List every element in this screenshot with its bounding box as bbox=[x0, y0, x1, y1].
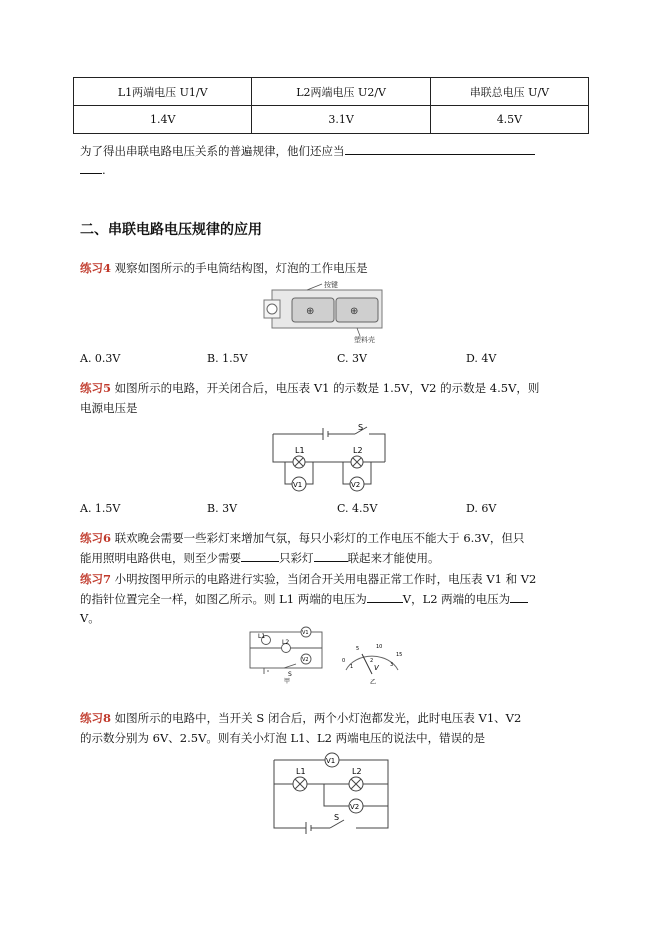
exercise-8-line2: 的示数分别为 6V、2.5V。则有关小灯泡 L1、L2 两端电压的说法中，错误的是 bbox=[80, 731, 486, 745]
exercise-text: 如图所示的电路中，当开关 S 闭合后，两个小灯泡都发光，此时电压表 V1、V2 bbox=[114, 711, 522, 725]
figure-label: 按键 bbox=[324, 281, 338, 289]
figure-label: L1 bbox=[296, 767, 306, 776]
table-header-cell: 串联总电压 U/V bbox=[430, 78, 588, 106]
figure-label: 甲 bbox=[284, 678, 291, 684]
table-header-row bbox=[74, 78, 589, 106]
circuit-figure-5 bbox=[265, 418, 395, 496]
option-c[interactable]: C. 3V bbox=[337, 352, 367, 365]
figure-label: 塑料壳 bbox=[354, 336, 375, 344]
table-row bbox=[74, 106, 589, 134]
svg-text:⊕: ⊕ bbox=[350, 306, 359, 317]
table-cell: 1.4V bbox=[74, 106, 252, 134]
dial-tick-label: 5 bbox=[356, 646, 360, 652]
figure-label: L1 bbox=[258, 633, 266, 640]
figure-label: V1 bbox=[293, 481, 303, 489]
dial-tick-label: 3 bbox=[390, 662, 394, 668]
figure-label: V2 bbox=[351, 481, 361, 489]
dial-tick-label: 10 bbox=[376, 644, 383, 650]
answer-blank[interactable] bbox=[241, 548, 279, 562]
circuit-figure-7a bbox=[244, 626, 330, 684]
exercise-text: 小明按图甲所示的电路进行实验，当闭合开关用电器正常工作时，电压表 V1 和 V2 bbox=[114, 572, 537, 586]
dial-tick-label: 1 bbox=[350, 664, 354, 670]
option-d[interactable]: D. 6V bbox=[466, 502, 497, 515]
exercise-text: 能用照明电路供电，则至少需要 bbox=[80, 551, 241, 565]
exercise-text: 只彩灯 bbox=[279, 551, 314, 565]
exercise-7-line3: V。 bbox=[80, 611, 100, 625]
figure-label: S bbox=[288, 671, 292, 678]
answer-blank[interactable] bbox=[510, 589, 528, 603]
figure-label: L1 bbox=[295, 446, 305, 455]
exercise-4 bbox=[80, 258, 368, 278]
exercise-label: 练习6 bbox=[80, 531, 112, 545]
answer-blank[interactable] bbox=[367, 589, 403, 603]
answer-blank[interactable] bbox=[345, 141, 535, 155]
voltage-table bbox=[73, 77, 589, 134]
figure-label: S bbox=[334, 813, 340, 822]
option-c[interactable]: C. 4.5V bbox=[337, 502, 378, 515]
option-a[interactable]: A. 0.3V bbox=[80, 352, 121, 365]
exercise-text: 如图所示的电路，开关闭合后，电压表 V1 的示数是 1.5V，V2 的示数是 4.5V，则 bbox=[114, 381, 540, 395]
circuit-figure-8 bbox=[268, 750, 394, 836]
intro-question-cont bbox=[80, 160, 106, 180]
exercise-6-line2 bbox=[80, 548, 440, 568]
section-title: 二、串联电路电压规律的应用 bbox=[80, 222, 262, 238]
intro-question bbox=[80, 141, 535, 161]
exercise-8 bbox=[80, 708, 521, 728]
figure-label: L2 bbox=[352, 767, 362, 776]
exercise-6 bbox=[80, 528, 524, 548]
answer-blank[interactable] bbox=[80, 160, 102, 174]
exercise-5-line2: 电源电压是 bbox=[80, 401, 138, 415]
table-header-cell: L2两端电压 U2/V bbox=[252, 78, 430, 106]
flashlight-figure bbox=[262, 278, 392, 344]
figure-label: V1 bbox=[302, 630, 309, 636]
exercise-text: 联起来才能使用。 bbox=[347, 551, 440, 565]
answer-blank[interactable] bbox=[314, 548, 348, 562]
dial-tick-label: 0 bbox=[342, 658, 346, 664]
figure-label: 乙 bbox=[370, 679, 377, 686]
svg-text:⊕: ⊕ bbox=[306, 306, 315, 317]
intro-question-end: . bbox=[102, 163, 106, 177]
exercise-text: 联欢晚会需要一些彩灯来增加气氛，每只小彩灯的工作电压不能大于 6.3V，但只 bbox=[114, 531, 525, 545]
option-b[interactable]: B. 3V bbox=[207, 502, 238, 515]
table-cell: 3.1V bbox=[252, 106, 430, 134]
table-cell: 4.5V bbox=[430, 106, 588, 134]
dial-tick-label: 2 bbox=[370, 658, 374, 664]
exercise-label: 练习7 bbox=[80, 572, 112, 586]
table-header-cell: L1两端电压 U1/V bbox=[74, 78, 252, 106]
figure-label: L2 bbox=[282, 639, 290, 646]
figure-label: V2 bbox=[302, 657, 309, 663]
option-b[interactable]: B. 1.5V bbox=[207, 352, 248, 365]
exercise-7 bbox=[80, 569, 536, 589]
exercise-5 bbox=[80, 378, 539, 398]
intro-question-text: 为了得出串联电路电压关系的普遍规律，他们还应当 bbox=[80, 144, 345, 158]
exercise-label: 练习5 bbox=[80, 381, 112, 395]
dial-unit-label: V bbox=[374, 664, 379, 672]
exercise-label: 练习8 bbox=[80, 711, 112, 725]
option-a[interactable]: A. 1.5V bbox=[80, 502, 121, 515]
exercise-text: V，L2 两端的电压为 bbox=[402, 592, 511, 606]
figure-label: V1 bbox=[326, 757, 336, 765]
option-d[interactable]: D. 4V bbox=[466, 352, 497, 365]
exercise-7-line2 bbox=[80, 589, 528, 609]
exercise-text: 观察如图所示的手电筒结构图，灯泡的工作电压是 bbox=[114, 261, 368, 275]
figure-label: V2 bbox=[350, 803, 360, 811]
dial-tick-label: 15 bbox=[396, 652, 403, 658]
exercise-label: 练习4 bbox=[80, 261, 112, 275]
exercise-text: 的指针位置完全一样，如图乙所示。则 L1 两端的电压为 bbox=[80, 592, 367, 606]
voltmeter-dial-7b bbox=[336, 640, 408, 686]
figure-label: L2 bbox=[353, 446, 363, 455]
figure-label: S bbox=[358, 423, 364, 432]
